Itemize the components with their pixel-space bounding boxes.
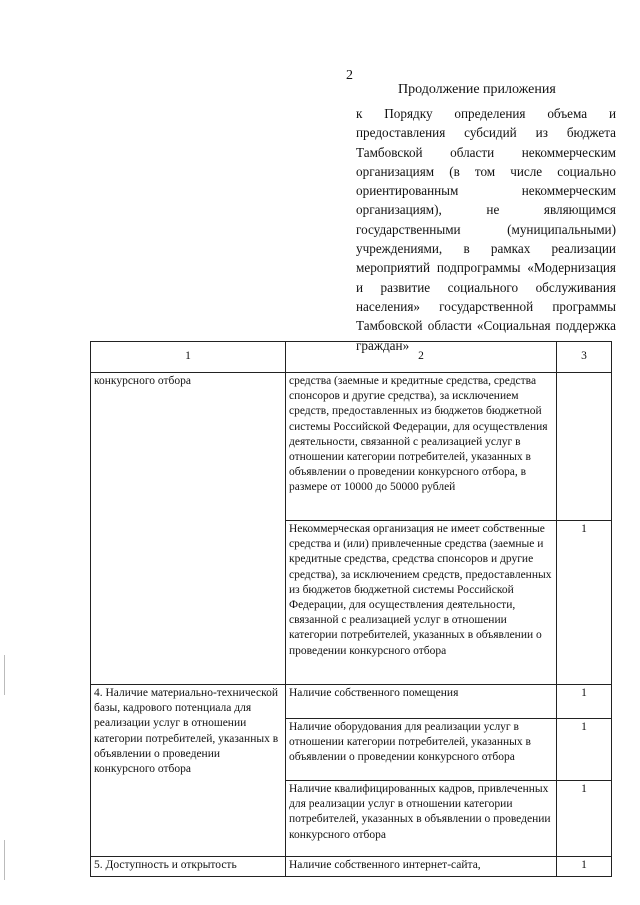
page-number: 2 — [346, 68, 353, 83]
appendix-title: Продолжение приложения — [398, 82, 556, 97]
table-row — [91, 521, 612, 685]
criterion-cell: 5. Доступность и открытость — [91, 857, 286, 877]
score-cell — [557, 373, 612, 521]
criterion-cell — [91, 521, 286, 685]
indicator-cell: Наличие собственного интернет-сайта, — [286, 857, 557, 877]
score-cell: 1 — [557, 857, 612, 877]
table-row — [91, 857, 612, 877]
indicator-cell: средства (заемные и кредитные средства, средства спонсоров и другие средства), за исключением средств, предоставленных из бюджетов бюджетной системы Российской Федерации, для осуществления деятельности, связанной с реализацией услуг в отношении категории потребителей, указанных в объявлении о проведении конкурсного отбора, в размере от 10000 до 50000 рублей — [286, 373, 557, 521]
score-cell: 1 — [557, 685, 612, 719]
column-header-3: 3 — [557, 342, 612, 373]
score-cell: 1 — [557, 781, 612, 857]
table-row — [91, 685, 612, 719]
column-header-1: 1 — [91, 342, 286, 373]
indicator-cell: Наличие оборудования для реализации услуг в отношении категории потребителей, указанных в объявлении о проведении конкурсного отбора — [286, 719, 557, 781]
table-row — [91, 373, 612, 521]
indicator-cell: Некоммерческая организация не имеет собственные средства и (или) привлеченные средства (заемные и кредитные средства, средства спонсоров и другие средства), за исключением средств, предоставленных из бюджетов бюджетной системы Российской Федерации, для осуществления деятельности, связанной с реализацией услуг в отношении категории потребителей, указанных в объявлении о проведении конкурсного отбора — [286, 521, 557, 685]
criterion-cell: конкурсного отбора — [91, 373, 286, 521]
scan-margin-mark — [4, 655, 5, 695]
criteria-table — [90, 341, 612, 877]
score-cell: 1 — [557, 521, 612, 685]
score-cell: 1 — [557, 719, 612, 781]
scan-margin-mark — [4, 840, 5, 880]
criterion-cell: 4. Наличие материально-технической базы, кадрового потенциала для реализации услуг в отношении категории потребителей, указанных в объявлении о проведении конкурсного отбора — [91, 685, 286, 857]
appendix-text: к Порядку определения объема и предоставления субсидий из бюджета Тамбовской области некоммерческим организациям (в том числе социально ориентированным некоммерческим организациям), не являющимся государственными (муниципальными) учреждениями, в рамках реализации мероприятий подпрограммы «Модернизация и развитие социального обслуживания населения» государственной программы Тамбовской области «Социальная поддержка граждан» — [356, 106, 616, 353]
table-header-row — [91, 342, 612, 373]
column-header-2: 2 — [286, 342, 557, 373]
indicator-cell: Наличие квалифицированных кадров, привлеченных для реализации услуг в отношении категории потребителей, указанных в объявлении о проведении конкурсного отбора — [286, 781, 557, 857]
indicator-cell: Наличие собственного помещения — [286, 685, 557, 719]
